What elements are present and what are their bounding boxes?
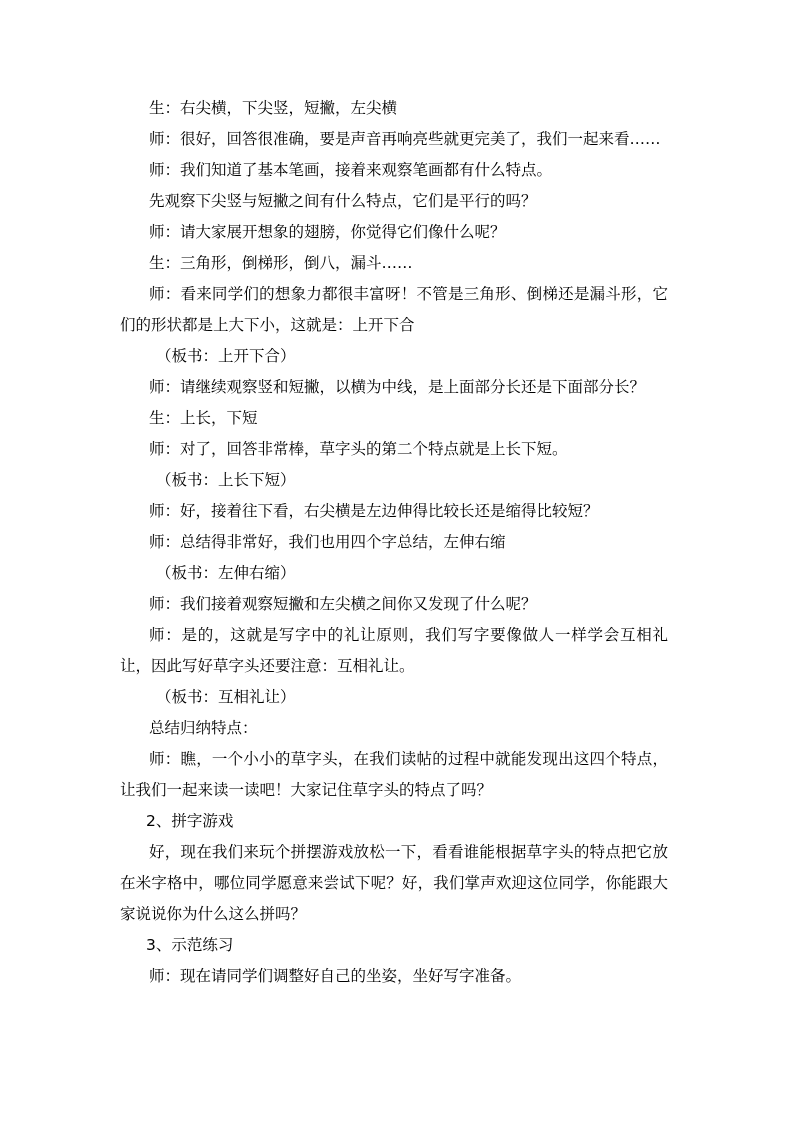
dialogue-paragraph: 师：现在请同学们调整好自己的坐姿，坐好写字准备。 — [149, 967, 522, 985]
board-note: （板书：上长下短） — [156, 471, 296, 489]
board-note: （板书：左伸右缩） — [156, 564, 296, 582]
board-note: （板书：上开下合） — [156, 347, 296, 365]
dialogue-paragraph: 生：三角形，倒梯形，倒八，漏斗…… — [149, 254, 413, 272]
narrative-paragraph: 总结归纳特点： — [149, 719, 258, 737]
dialogue-paragraph: 师：请大家展开想象的翅膀，你觉得它们像什么呢？ — [149, 223, 506, 241]
dialogue-paragraph: 生：右尖横，下尖竖，短撇，左尖横 — [149, 99, 398, 117]
board-note: （板书：互相礼让） — [156, 688, 296, 706]
dialogue-paragraph: 师：我们知道了基本笔画，接着来观察笔画都有什么特点。 — [149, 161, 553, 179]
dialogue-paragraph: 师：请继续观察竖和短撇，以横为中线，是上面部分长还是下面部分长？ — [149, 378, 646, 396]
section-heading: 3、示范练习 — [146, 936, 234, 954]
narrative-paragraph: 好，现在我们来玩个拼摆游戏放松一下，看看谁能根据草字头的特点把它放在米字格中，哪位同学愿意来尝试下呢？好，我们掌声欢迎这位同学，你能跟大家说说你为什么这么拼吗？ — [120, 843, 668, 923]
dialogue-paragraph: 师：看来同学们的想象力都很丰富呀！不管是三角形、倒梯还是漏斗形，它们的形状都是上大下小，这就是：上开下合 — [120, 285, 668, 334]
dialogue-paragraph: 师：很好，回答很准确，要是声音再响亮些就更完美了，我们一起来看…… — [149, 130, 661, 148]
dialogue-paragraph: 师：瞧，一个小小的草字头，在我们读帖的过程中就能发现出这四个特点，让我们一起来读一读吧！大家记住草字头的特点了吗？ — [120, 750, 668, 799]
dialogue-paragraph: 师：我们接着观察短撇和左尖横之间你又发现了什么呢？ — [149, 595, 537, 613]
narrative-paragraph: 先观察下尖竖与短撇之间有什么特点，它们是平行的吗？ — [149, 192, 537, 210]
dialogue-paragraph: 师：对了，回答非常棒，草字头的第二个特点就是上长下短。 — [149, 440, 568, 458]
section-heading: 2、拼字游戏 — [146, 812, 234, 830]
dialogue-paragraph: 师：是的，这就是写字中的礼让原则，我们写字要像做人一样学会互相礼让，因此写好草字头还要注意：互相礼让。 — [120, 626, 668, 675]
dialogue-paragraph: 师：好，接着往下看，右尖横是左边伸得比较长还是缩得比较短？ — [149, 502, 599, 520]
dialogue-paragraph: 师：总结得非常好，我们也用四个字总结，左伸右缩 — [149, 533, 506, 551]
dialogue-paragraph: 生：上长，下短 — [149, 409, 258, 427]
document-body — [120, 93, 668, 992]
